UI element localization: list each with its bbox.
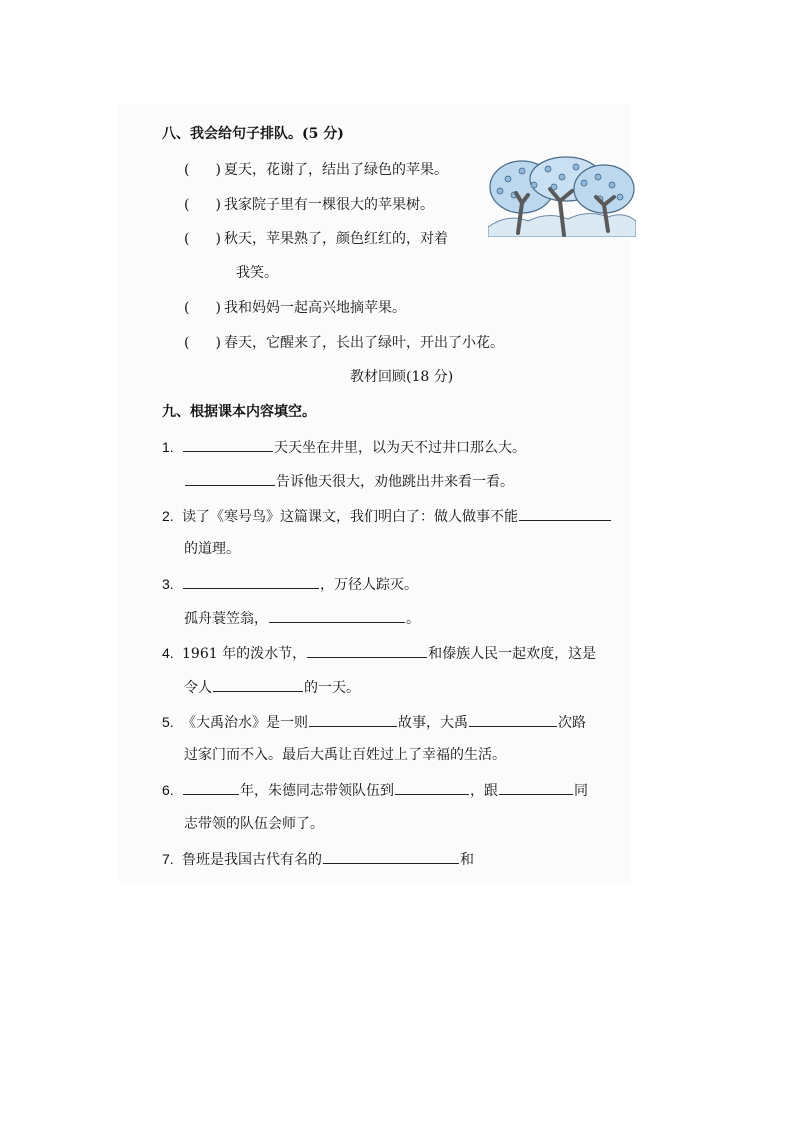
question-3-line-2 [184,608,420,628]
question-text: 和傣族人民一起欢度，这是 [428,646,597,662]
order-item-2 [184,196,434,214]
order-item-text: 秋天，苹果熟了，颜色红红的，对着 [224,231,448,247]
paren-close: ) [215,197,221,213]
paren-open: ( [184,300,190,316]
fill-blank[interactable] [183,437,273,452]
order-item-5 [184,334,504,352]
question-2-line-2: 的道理。 [184,541,240,557]
order-item-4 [184,299,406,317]
paren-close: ) [215,162,221,178]
question-number: 5. [162,714,174,730]
fill-blank[interactable] [185,471,275,486]
fill-blank[interactable] [213,677,303,692]
fill-blank[interactable] [323,849,459,864]
question-text: 孤舟蓑笠翁， [184,611,268,627]
fill-blank[interactable] [269,608,405,623]
question-text: 年，朱德同志带领队伍到 [240,783,394,799]
question-1 [162,437,526,457]
question-text: ，跟 [470,783,498,799]
order-item-3-continued: 我笑。 [236,265,278,281]
question-text: 次路 [558,715,586,731]
fill-blank[interactable] [499,780,573,795]
question-3 [162,574,418,594]
order-item-text: 春天，它醒来了，长出了绿叶，开出了小花。 [224,335,504,351]
paren-open: ( [184,197,190,213]
order-item-3 [184,230,448,248]
paren-close: ) [215,231,221,247]
fill-blank[interactable] [469,712,557,727]
question-text: 1961 年的泼水节， [182,646,307,662]
question-number: 7. [162,851,174,867]
question-text: ，万径人踪灭。 [320,577,418,593]
question-5-line-2: 过家门而不入。最后大禹让百姓过上了幸福的生活。 [184,747,506,763]
question-number: 6. [162,782,174,798]
question-7 [162,849,474,869]
question-text: 《大禹治水》是一则 [182,715,308,731]
question-number: 2. [162,508,174,524]
fill-blank[interactable] [309,712,397,727]
question-text: 和 [460,852,474,868]
order-item-text: 夏天，花谢了，结出了绿色的苹果。 [224,162,448,178]
question-number: 1. [162,439,174,455]
question-number: 4. [162,645,174,661]
paren-close: ) [215,335,221,351]
question-text: 故事，大禹 [398,715,468,731]
paren-open: ( [184,231,190,247]
paren-open: ( [184,162,190,178]
subheading-textbook-review: 教材回顾(18 分) [350,369,454,385]
question-text: 令人 [184,680,212,696]
question-text: 。 [406,611,420,627]
question-number: 3. [162,576,174,592]
section-8-title: 八、我会给句子排队。(5 分) [162,126,344,142]
paren-close: ) [215,300,221,316]
question-text: 告诉他天很大，劝他跳出井来看一看。 [276,474,514,490]
order-item-text: 我家院子里有一棵很大的苹果树。 [224,197,434,213]
paren-open: ( [184,335,190,351]
fill-blank[interactable] [519,506,611,521]
question-text: 同 [574,783,588,799]
question-6-line-2: 志带领的队伍会师了。 [184,816,324,832]
apple-tree-illustration [488,155,636,237]
fill-blank[interactable] [307,643,427,658]
question-5 [162,712,586,732]
fill-blank[interactable] [183,574,319,589]
question-4-line-2 [184,677,360,697]
question-text: 读了《寒号鸟》这篇课文，我们明白了：做人做事不能 [182,509,518,525]
question-6 [162,780,588,800]
question-4 [162,643,596,663]
question-text: 天天坐在井里，以为天不过井口那么大。 [274,440,526,456]
question-text: 鲁班是我国古代有名的 [182,852,322,868]
section-9-title: 九、根据课本内容填空。 [162,404,316,420]
order-item-1 [184,161,448,179]
question-text: 的一天。 [304,680,360,696]
fill-blank[interactable] [183,780,239,795]
fill-blank[interactable] [395,780,469,795]
order-item-text: 我和妈妈一起高兴地摘苹果。 [224,300,406,316]
question-1-line-2 [184,471,514,491]
question-2 [162,506,612,526]
